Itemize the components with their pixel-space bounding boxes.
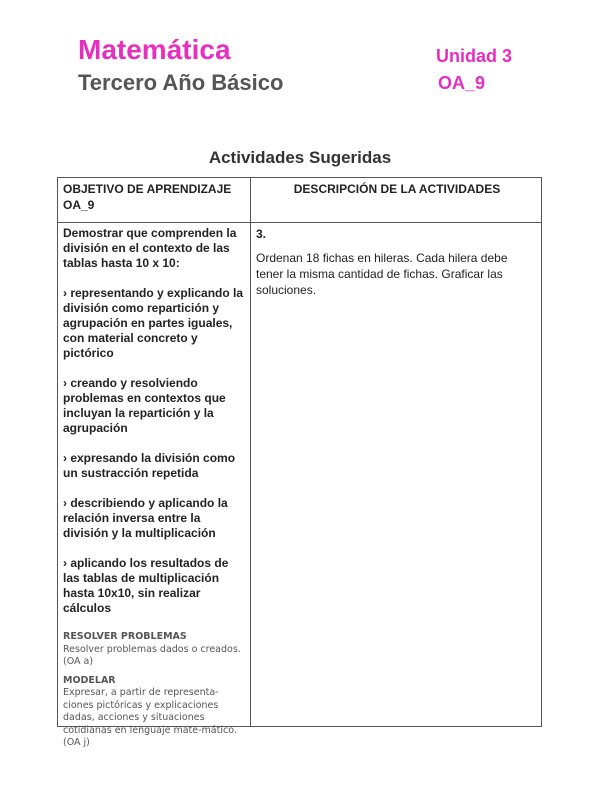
objective-cell — [63, 226, 247, 756]
oa-label: OA_9 — [438, 73, 486, 93]
objective-bullet: › aplicando los resultados de las tablas de multiplicación hasta 10x10, sin realizar cálculos — [63, 556, 229, 615]
objective-bullet: › creando y resolviendo problemas en contextos que incluyan la repartición y la agrupación — [63, 376, 226, 435]
section-title: Actividades Sugeridas — [208, 148, 392, 167]
objective-bullet: › expresando la división como un sustracción repetida — [63, 451, 236, 480]
activity-description: Ordenan 18 fichas en hileras. Cada hilera debe tener la misma cantidad de fichas. Graficar las soluciones. — [256, 251, 508, 297]
skills-block — [63, 631, 247, 750]
objective-column-header: OBJETIVO DE APRENDIZAJE OA_9 — [63, 182, 232, 212]
activity-cell — [256, 226, 524, 298]
objective-bullet: › describiendo y aplicando la relación inversa entre la división y la multiplicación — [63, 496, 228, 540]
subject-title: Matemática — [78, 34, 231, 65]
table-column-divider — [250, 178, 251, 726]
skill-title: RESOLVER PROBLEMAS — [63, 631, 187, 642]
skill-text: Expresar, a partir de representa-ciones pictóricas y explicaciones dadas, acciones y situaciones cotidianas en lenguaje mate-mático. (OA j) — [63, 687, 237, 748]
unit-label: Unidad 3 — [436, 46, 513, 66]
table-header-divider — [58, 222, 541, 223]
description-column-header: DESCRIPCIÓN DE LA ACTIVIDADES — [293, 182, 501, 196]
skill-title: MODELAR — [63, 674, 116, 686]
activity-number: 3. — [256, 227, 267, 241]
activities-table — [57, 177, 542, 748]
objective-bullet: › representando y explicando la división como repartición y agrupación en partes iguales, con material concreto y pictórico — [63, 286, 244, 360]
skill-text: Resolver problemas dados o creados. (OA a) — [63, 643, 241, 667]
objective-intro: Demostrar que comprenden la división en el contexto de las tablas hasta 10 x 10: — [63, 226, 237, 270]
grade-title: Tercero Año Básico — [78, 70, 284, 95]
